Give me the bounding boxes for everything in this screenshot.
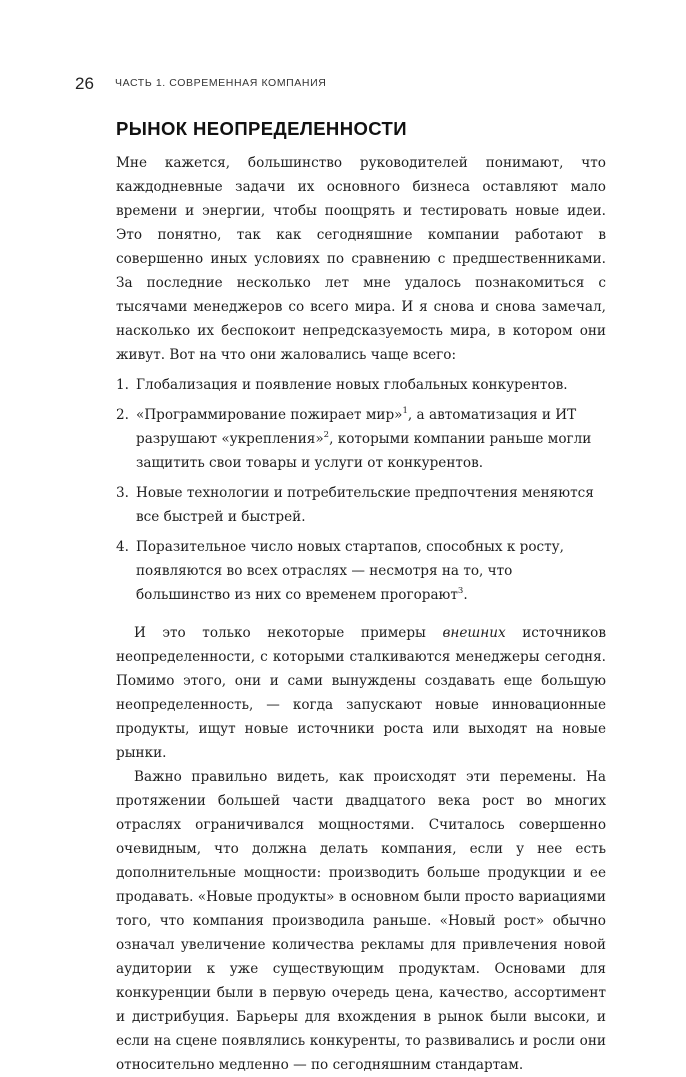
concerns-list [116, 373, 606, 607]
paragraph-capacity-growth: Важно правильно видеть, как происходят эти перемены. На протяжении большей части двадцатого века рост во многих отраслях ограничивался мощностями. Считалось совершенно очевидным, что должна делать компания, если у нее есть дополнительные мощности: производить больше продукции и ее продавать. «Новые продукты» в основном были просто вариациями того, что компания производила раньше. «Новый рост» обычно означал увеличение количества рекламы для привлечения новой аудитории к уже существующим продуктам. Основами для конкуренции были в первую очередь цена, качество, ассортимент и дистрибуция. Барьеры для вхождения в рынок были высоки, и если на сцене появлялись конкуренты, то развивались и росли они относительно медленно — по сегодняшним стандартам. [116, 769, 606, 1073]
list-item-number: 2. [116, 407, 129, 423]
list-item-number: 3. [116, 485, 129, 501]
list-item-text: Глобализация и появление новых глобальных конкурентов. [136, 377, 568, 393]
footnote-marker: 3 [457, 586, 464, 596]
list-item-text [136, 539, 564, 603]
running-head: ЧАСТЬ 1. СОВРЕМЕННАЯ КОМПАНИЯ [115, 77, 327, 89]
paragraph-text-part: И это только некоторые примеры [134, 625, 443, 641]
list-item [116, 373, 606, 397]
intro-paragraph: Мне кажется, большинство руководителей понимают, что каждодневные задачи их основного бизнеса оставляют мало времени и энергии, чтобы поощрять и тестировать новые идеи. Это понятно, так как сегодняшние компании работают в совершенно иных условиях по сравнению с предшественниками. За последние несколько лет мне удалось познакомиться с тысячами менеджеров со всего мира. И я снова и снова замечал, насколько их беспокоит непредсказуемость мира, в котором они живут. Вот на что они жаловались чаще всего: [116, 155, 606, 363]
list-item-text-part: «Программирование пожирает мир» [136, 407, 403, 423]
body-text [116, 151, 606, 1077]
list-item-text [136, 407, 591, 471]
list-item-text-part: . [463, 587, 468, 603]
list-item [116, 481, 606, 529]
list-item-text-part: , которыми компании раньше могли защитить свои товары и услуги от конкурентов. [136, 431, 592, 471]
list-item-text: Новые технологии и потребительские предпочтения меняются все быстрей и быстрей. [136, 485, 594, 525]
list-item-text-part: , а автоматизация и ИТ разрушают «укрепления» [136, 407, 577, 447]
footnote-marker: 1 [402, 406, 408, 416]
paragraph-text-part: источников неопределенности, с которыми сталкиваются менеджеры сегодня. Помимо этого, они и сами вынуждены создавать еще большую неопределенность, — когда запускают новые инновационные продукты, ищут новые источники роста или выходят на новые рынки. [116, 625, 607, 761]
list-item-number: 1. [116, 377, 129, 393]
list-item [116, 403, 606, 475]
section-title: РЫНОК НЕОПРЕДЕЛЕННОСТИ [116, 118, 407, 139]
list-item [116, 535, 606, 607]
page-number: 26 [75, 74, 94, 93]
footnote-marker: 2 [323, 430, 330, 440]
emphasis-text: внешних [442, 625, 506, 641]
paragraph-external-uncertainty [116, 621, 606, 765]
page-header [75, 74, 626, 94]
list-item-text-part: Поразительное число новых стартапов, способных к росту, появляются во всех отраслях — несмотря на то, что большинство из них со временем прогорают [136, 539, 565, 603]
list-item-number: 4. [116, 539, 129, 555]
